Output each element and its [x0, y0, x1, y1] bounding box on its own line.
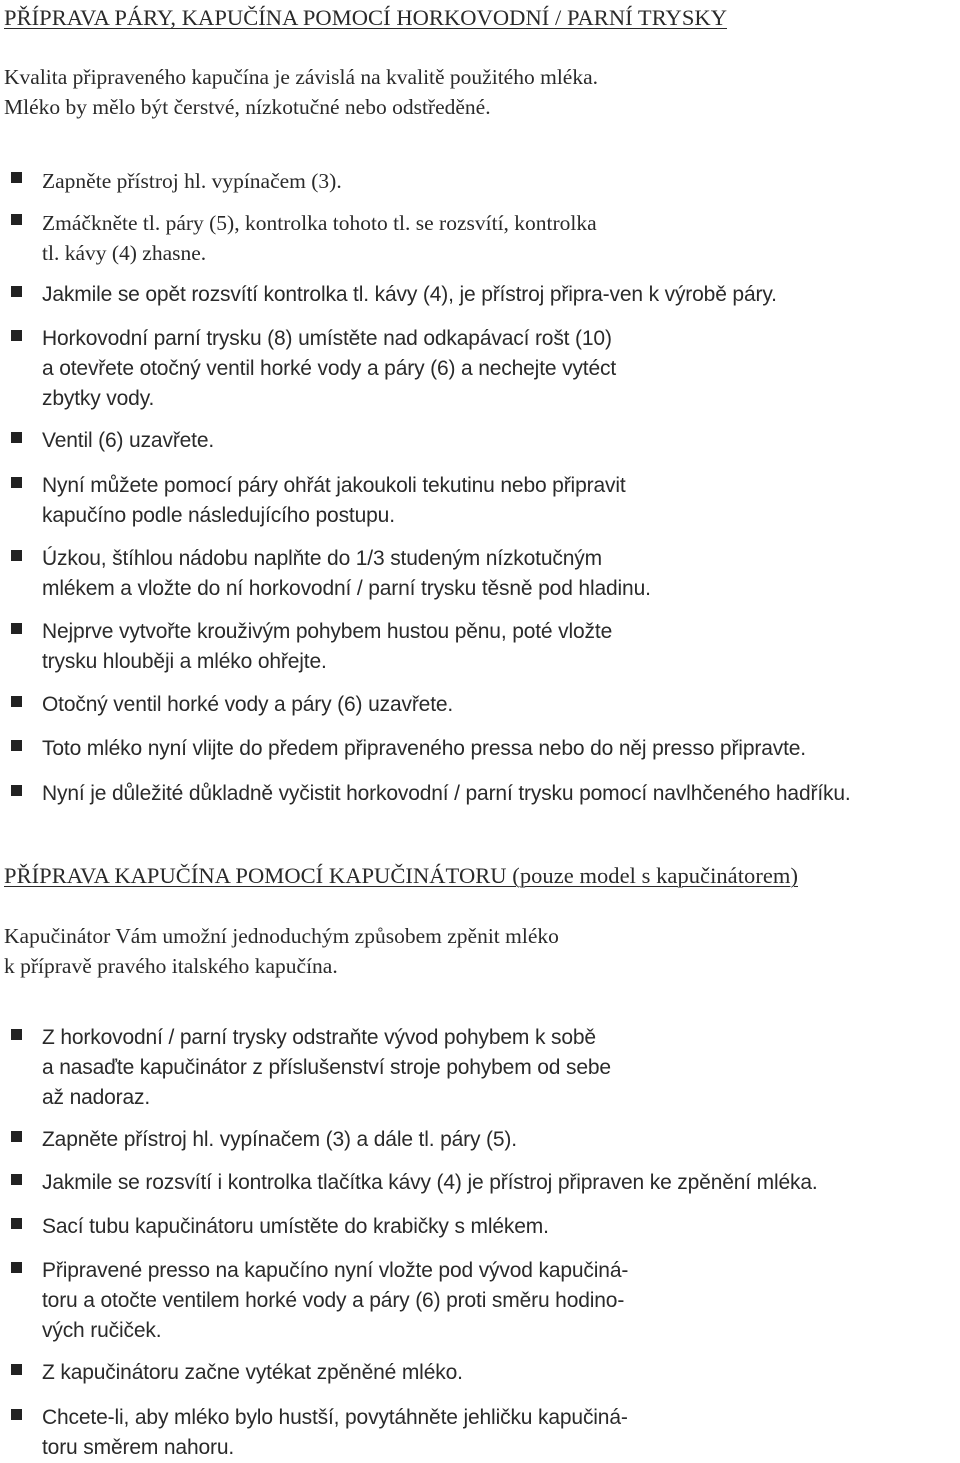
list-item-text: [42, 426, 214, 456]
list-item-line: a nasaďte kapučinátor z příslušenství stroje pohybem od sebe: [42, 1056, 611, 1079]
list-item-line: toru směrem nahoru.: [42, 1436, 235, 1459]
list-item-line: Otočný ventil horké vody a páry (6) uzavřete.: [42, 693, 454, 716]
square-bullet-icon: [11, 1131, 22, 1142]
list-item-text: [42, 1256, 628, 1346]
list-item-text: [42, 1358, 463, 1388]
list-item-line: Ventil (6) uzavřete.: [42, 429, 215, 452]
list-item-line: až nadoraz.: [42, 1086, 151, 1109]
intro-line: k přípravě pravého italského kapučína.: [4, 954, 338, 978]
list-item-text: [42, 690, 453, 720]
list-item-line: Toto mléko nyní vlijte do předem připraveného pressa nebo do něj presso připravte.: [42, 737, 806, 760]
list-item-text: [42, 1212, 549, 1242]
list-item-line: zbytky vody.: [42, 387, 155, 410]
square-bullet-icon: [11, 550, 22, 561]
square-bullet-icon: [11, 172, 22, 183]
intro-line: Kvalita připraveného kapučína je závislá na kvalitě použitého mléka.: [4, 65, 599, 89]
square-bullet-icon: [11, 623, 22, 634]
square-bullet-icon: [11, 286, 22, 297]
list-item-line: a otevřete otočný ventil horké vody a páry (6) a nechejte vytéct: [42, 357, 617, 380]
square-bullet-icon: [11, 432, 22, 443]
square-bullet-icon: [11, 214, 22, 225]
square-bullet-icon: [11, 477, 22, 488]
list-item-line: Z kapučinátoru začne vytékat zpěněné mléko.: [42, 1361, 463, 1384]
list-item-text: [42, 208, 597, 268]
list-item-text: [42, 544, 651, 604]
square-bullet-icon: [11, 740, 22, 751]
square-bullet-icon: [11, 1218, 22, 1229]
list-item-text: [42, 280, 777, 310]
list-item-line: Nyní je důležité důkladně vyčistit horkovodní / parní trysku pomocí navlhčeného hadříku.: [42, 782, 851, 805]
list-item-text: [42, 471, 626, 531]
list-item-line: Nyní můžete pomocí páry ohřát jakoukoli tekutinu nebo připravit: [42, 474, 626, 497]
list-item-line: vých ručiček.: [42, 1319, 162, 1342]
square-bullet-icon: [11, 1174, 22, 1185]
list-item-line: toru a otočte ventilem horké vody a páry (6) proti směru hodino-: [42, 1289, 625, 1312]
square-bullet-icon: [11, 1364, 22, 1375]
list-item-text: [42, 1168, 818, 1198]
square-bullet-icon: [11, 1029, 22, 1040]
section-2-intro: [4, 921, 559, 981]
list-item-line: mlékem a vložte do ní horkovodní / parní trysku těsně pod hladinu.: [42, 577, 651, 600]
list-item-line: Připravené presso na kapučíno nyní vložte pod vývod kapučiná-: [42, 1259, 629, 1282]
list-item-line: kapučíno podle následujícího postupu.: [42, 504, 395, 527]
section-1-intro: [4, 62, 598, 122]
list-item-text: [42, 1023, 611, 1113]
list-item-line: tl. kávy (4) zhasne.: [42, 241, 207, 265]
list-item-line: Zmáčkněte tl. páry (5), kontrolka tohoto tl. se rozsvítí, kontrolka: [42, 211, 597, 235]
list-item-line: Nejprve vytvořte krouživým pohybem hustou pěnu, poté vložte: [42, 620, 613, 643]
square-bullet-icon: [11, 696, 22, 707]
list-item-line: Chcete-li, aby mléko bylo hustší, povytáhněte jehličku kapučiná-: [42, 1406, 628, 1429]
list-item-text: [42, 324, 616, 414]
list-item-line: Sací tubu kapučinátoru umístěte do krabičky s mlékem.: [42, 1215, 549, 1238]
square-bullet-icon: [11, 1262, 22, 1273]
intro-line: Kapučinátor Vám umožní jednoduchým způsobem zpěnit mléko: [4, 924, 559, 948]
list-item-text: [42, 617, 612, 677]
list-item-line: Úzkou, štíhlou nádobu naplňte do 1/3 studeným nízkotučným: [42, 547, 602, 570]
square-bullet-icon: [11, 330, 22, 341]
square-bullet-icon: [11, 785, 22, 796]
list-item-line: Zapněte přístroj hl. vypínačem (3) a dále tl. páry (5).: [42, 1128, 517, 1151]
list-item-text: [42, 1403, 628, 1463]
list-item-text: [42, 1125, 517, 1155]
list-item-text: [42, 166, 342, 196]
square-bullet-icon: [11, 1409, 22, 1420]
list-item-line: Z horkovodní / parní trysky odstraňte vývod pohybem k sobě: [42, 1026, 596, 1049]
list-item-line: Jakmile se opět rozsvítí kontrolka tl. kávy (4), je přístroj připra-ven k výrobě páry.: [42, 283, 777, 306]
list-item-line: trysku hlouběji a mléko ohřejte.: [42, 650, 327, 673]
list-item-text: [42, 779, 851, 809]
section-1-title: PŘÍPRAVA PÁRY, KAPUČÍNA POMOCÍ HORKOVODNÍ / PARNÍ TRYSKY: [4, 5, 727, 30]
list-item-line: Jakmile se rozsvítí i kontrolka tlačítka kávy (4) je přístroj připraven ke zpěnění mléka.: [42, 1171, 818, 1194]
list-item-line: Horkovodní parní trysku (8) umístěte nad odkapávací rošt (10): [42, 327, 612, 350]
section-2-title: PŘÍPRAVA KAPUČÍNA POMOCÍ KAPUČINÁTORU (pouze model s kapučinátorem): [4, 863, 798, 888]
list-item-text: [42, 734, 806, 764]
intro-line: Mléko by mělo být čerstvé, nízkotučné nebo odstředěné.: [4, 95, 491, 119]
list-item-line: Zapněte přístroj hl. vypínačem (3).: [42, 169, 342, 193]
